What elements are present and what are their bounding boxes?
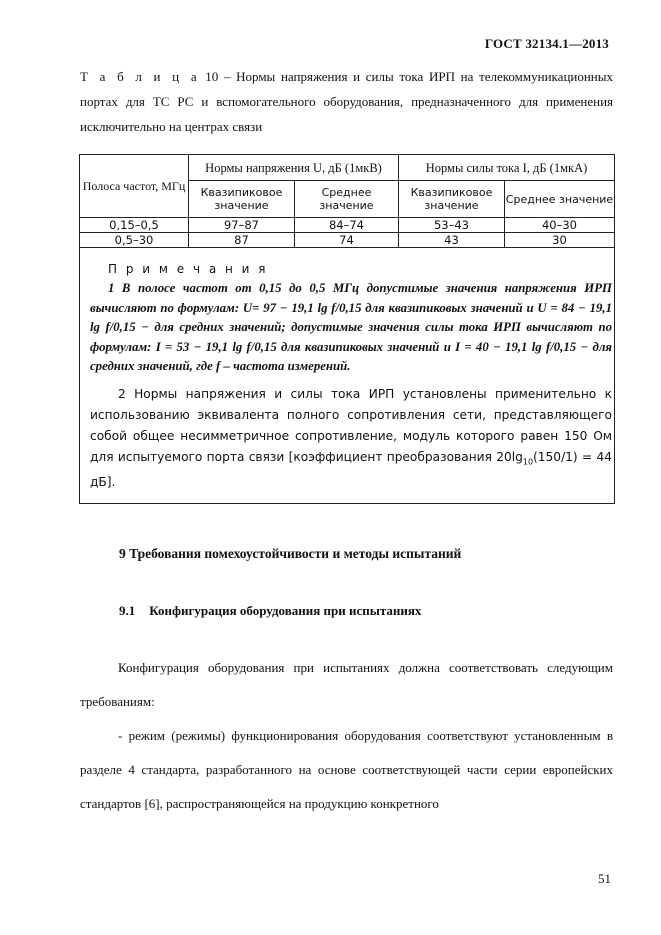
current-qp-cell: 43: [399, 233, 505, 248]
standard-header: ГОСТ 32134.1—2013: [484, 36, 609, 51]
voltage-qp-cell: 87: [189, 233, 295, 248]
note-2: [90, 384, 612, 493]
table-row: [80, 218, 614, 233]
table-caption: [80, 64, 613, 139]
current-group-header: Нормы силы тока I, дБ (1мкА): [399, 155, 615, 181]
note-2-end: (150/1) = 44 дБ].: [90, 449, 612, 490]
subsection-number: 9.1: [119, 603, 136, 618]
notes-title: П р и м е ч а н и я: [108, 262, 269, 276]
band-cell: 0,5–30: [80, 233, 189, 248]
note-1: 1 В полосе частот от 0,15 до 0,5 МГц допустимые значения напряжения ИРП вычисляют по формулам: U= 97 − 19,1 lg f/0,15 для квазипиковых значений и U = 84 − 19,1 lg f/0,15 − для средних значений; допустимые значения силы тока ИРП вычисляют по формулам: I = 53 − 19,1 lg f/0,15 для квазипиковых значений и I = 40 − 19,1 lg f/0,15 − для средних значений, где f – частота измерений.: [90, 281, 612, 374]
table-caption-text: 10 – Нормы напряжения и силы тока ИРП на телекоммуникационных портах для ТС РС и вспомогательного оборудования, предназначенного для применения исключительно на центрах связи: [80, 69, 614, 134]
page-number: 51: [598, 871, 611, 886]
current-avg-cell: 40–30: [505, 218, 615, 233]
current-qp-cell: 53–43: [399, 218, 505, 233]
paragraph-1: Конфигурация оборудования при испытаниях должна соответствовать следующим требованиям:: [80, 660, 613, 709]
table-row: [80, 233, 614, 248]
subsection-title: Конфигурация оборудования при испытаниях: [149, 603, 422, 618]
voltage-avg-cell: 84–74: [295, 218, 399, 233]
current-avg-cell: 30: [505, 233, 615, 248]
current-average-header: Среднее значение: [505, 181, 615, 218]
note-2-subscript: 10: [522, 457, 534, 467]
col-band-header: Полоса частот, МГц: [80, 155, 189, 218]
voltage-average-header: Среднее значение: [295, 181, 399, 218]
voltage-quasipeak-header: Квазипиковое значение: [189, 181, 295, 218]
limits-table: [79, 154, 615, 504]
voltage-avg-cell: 74: [295, 233, 399, 248]
current-quasipeak-header: Квазипиковое значение: [399, 181, 505, 218]
voltage-qp-cell: 97–87: [189, 218, 295, 233]
table-caption-label: Т а б л и ц а: [80, 69, 200, 84]
section-heading: 9 Требования помехоустойчивости и методы испытаний: [119, 546, 462, 561]
note-2-text: 2 Нормы напряжения и силы тока ИРП установлены применительно к использованию эквивалента полного сопротивления сети, представляющего собой общее несимметричное сопротивление, модуль которого равен 150 Ом для испытуемого порта связи [коэффициент преобразования 20lg: [90, 386, 612, 464]
paragraph-2: - режим (режимы) функционирования оборудования соответствуют установленным в разделе 4 стандарта, разработанного на основе соответствующей части серии европейских стандартов [6], распространяющейся на продукцию конкретного: [80, 728, 613, 811]
subsection-heading: [119, 603, 421, 619]
table-notes: [80, 259, 616, 493]
band-cell: 0,15–0,5: [80, 218, 189, 233]
voltage-group-header: Нормы напряжения U, дБ (1мкВ): [189, 155, 399, 181]
